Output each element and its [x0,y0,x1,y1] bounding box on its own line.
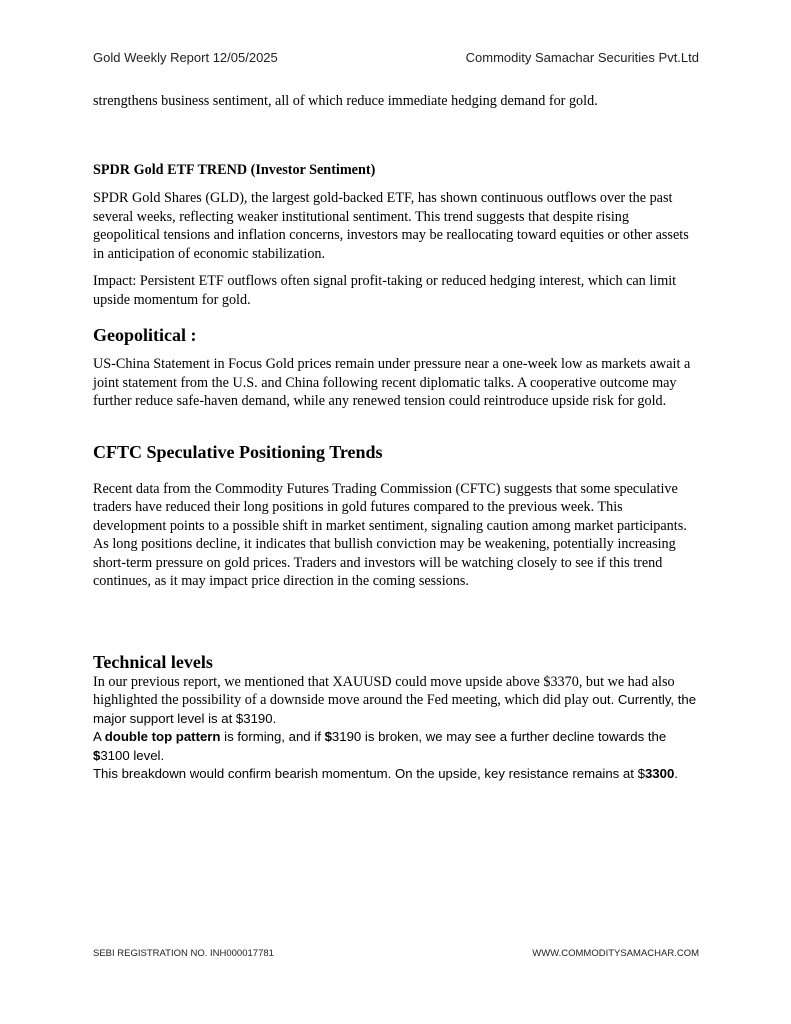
text-run: 3190 is broken, we may see a further decline towards the [331,729,667,744]
text-run-bold: $ [93,747,101,763]
text-run-bold: 3300 [644,766,675,781]
footer-website: WWW.COMMODITYSAMACHAR.COM [532,948,699,959]
text-run-bold: $ [324,729,332,744]
technical-para-2 [93,728,699,765]
text-run: is forming, and if [220,729,325,744]
text-run: A [93,729,105,744]
spdr-heading: SPDR Gold ETF TREND (Investor Sentiment) [93,161,376,178]
geopolitical-body: US-China Statement in Focus Gold prices remain under pressure near a one-week low as markets await a joint statement from the U.S. and China following recent diplomatic talks. A cooperative outcome may further reduce safe-haven demand, while any renewed tension could reintroduce upside risk for gold. [93,356,691,409]
text-run: This breakdown would confirm bearish momentum. On the upside, key resistance remains at [93,766,638,781]
technical-para-3 [93,765,699,784]
cftc-body: Recent data from the Commodity Futures Trading Commission (CFTC) suggests that some speculative traders have reduced their long positions in gold futures compared to the previous week. This development points to a possible shift in market sentiment, signaling caution among market participants. As long positions decline, it indicates that bullish conviction may be weakening, potentially increasing short-term pressure on gold prices. Traders and investors will be watching closely to see if this trend continues, as it may impact price direction in the coming sessions. [93,480,687,589]
technical-para-1-sans: out. Currently, the major support level is at $3190. [93,692,697,726]
technical-para-1 [93,673,699,729]
spdr-impact: Impact: Persistent ETF outflows often signal profit-taking or reduced hedging interest, which can limit upside momentum for gold. [93,273,677,308]
geopolitical-heading: Geopolitical : [93,325,197,345]
technical-para-1-serif: In our previous report, we mentioned that XAUUSD could move upside above $3370, but we had also highlighted the possibility of a downside move around the Fed meeting, which did play [93,673,675,708]
header-report-title: Gold Weekly Report 12/05/2025 [93,50,278,65]
report-body [93,92,699,784]
intro-line: strengthens business sentiment, all of which reduce immediate hedging demand for gold. [93,93,598,109]
spdr-body: SPDR Gold Shares (GLD), the largest gold-backed ETF, has shown continuous outflows over the past several weeks, reflecting weaker institutional sentiment. This trend suggests that despite rising geopolitical tensions and inflation concerns, investors may be reallocating toward equities or other assets in anticipation of economic stabilization. [93,190,689,262]
text-run: . [674,766,678,781]
cftc-heading: CFTC Speculative Positioning Trends [93,441,383,462]
text-run: 3100 level. [100,747,165,763]
footer-sebi-registration: SEBI REGISTRATION NO. INH000017781 [93,948,274,959]
text-run: $ [637,766,645,781]
text-run-bold: double top pattern [104,729,221,744]
header-company-name: Commodity Samachar Securities Pvt.Ltd [465,50,699,65]
technical-heading: Technical levels [93,651,213,672]
